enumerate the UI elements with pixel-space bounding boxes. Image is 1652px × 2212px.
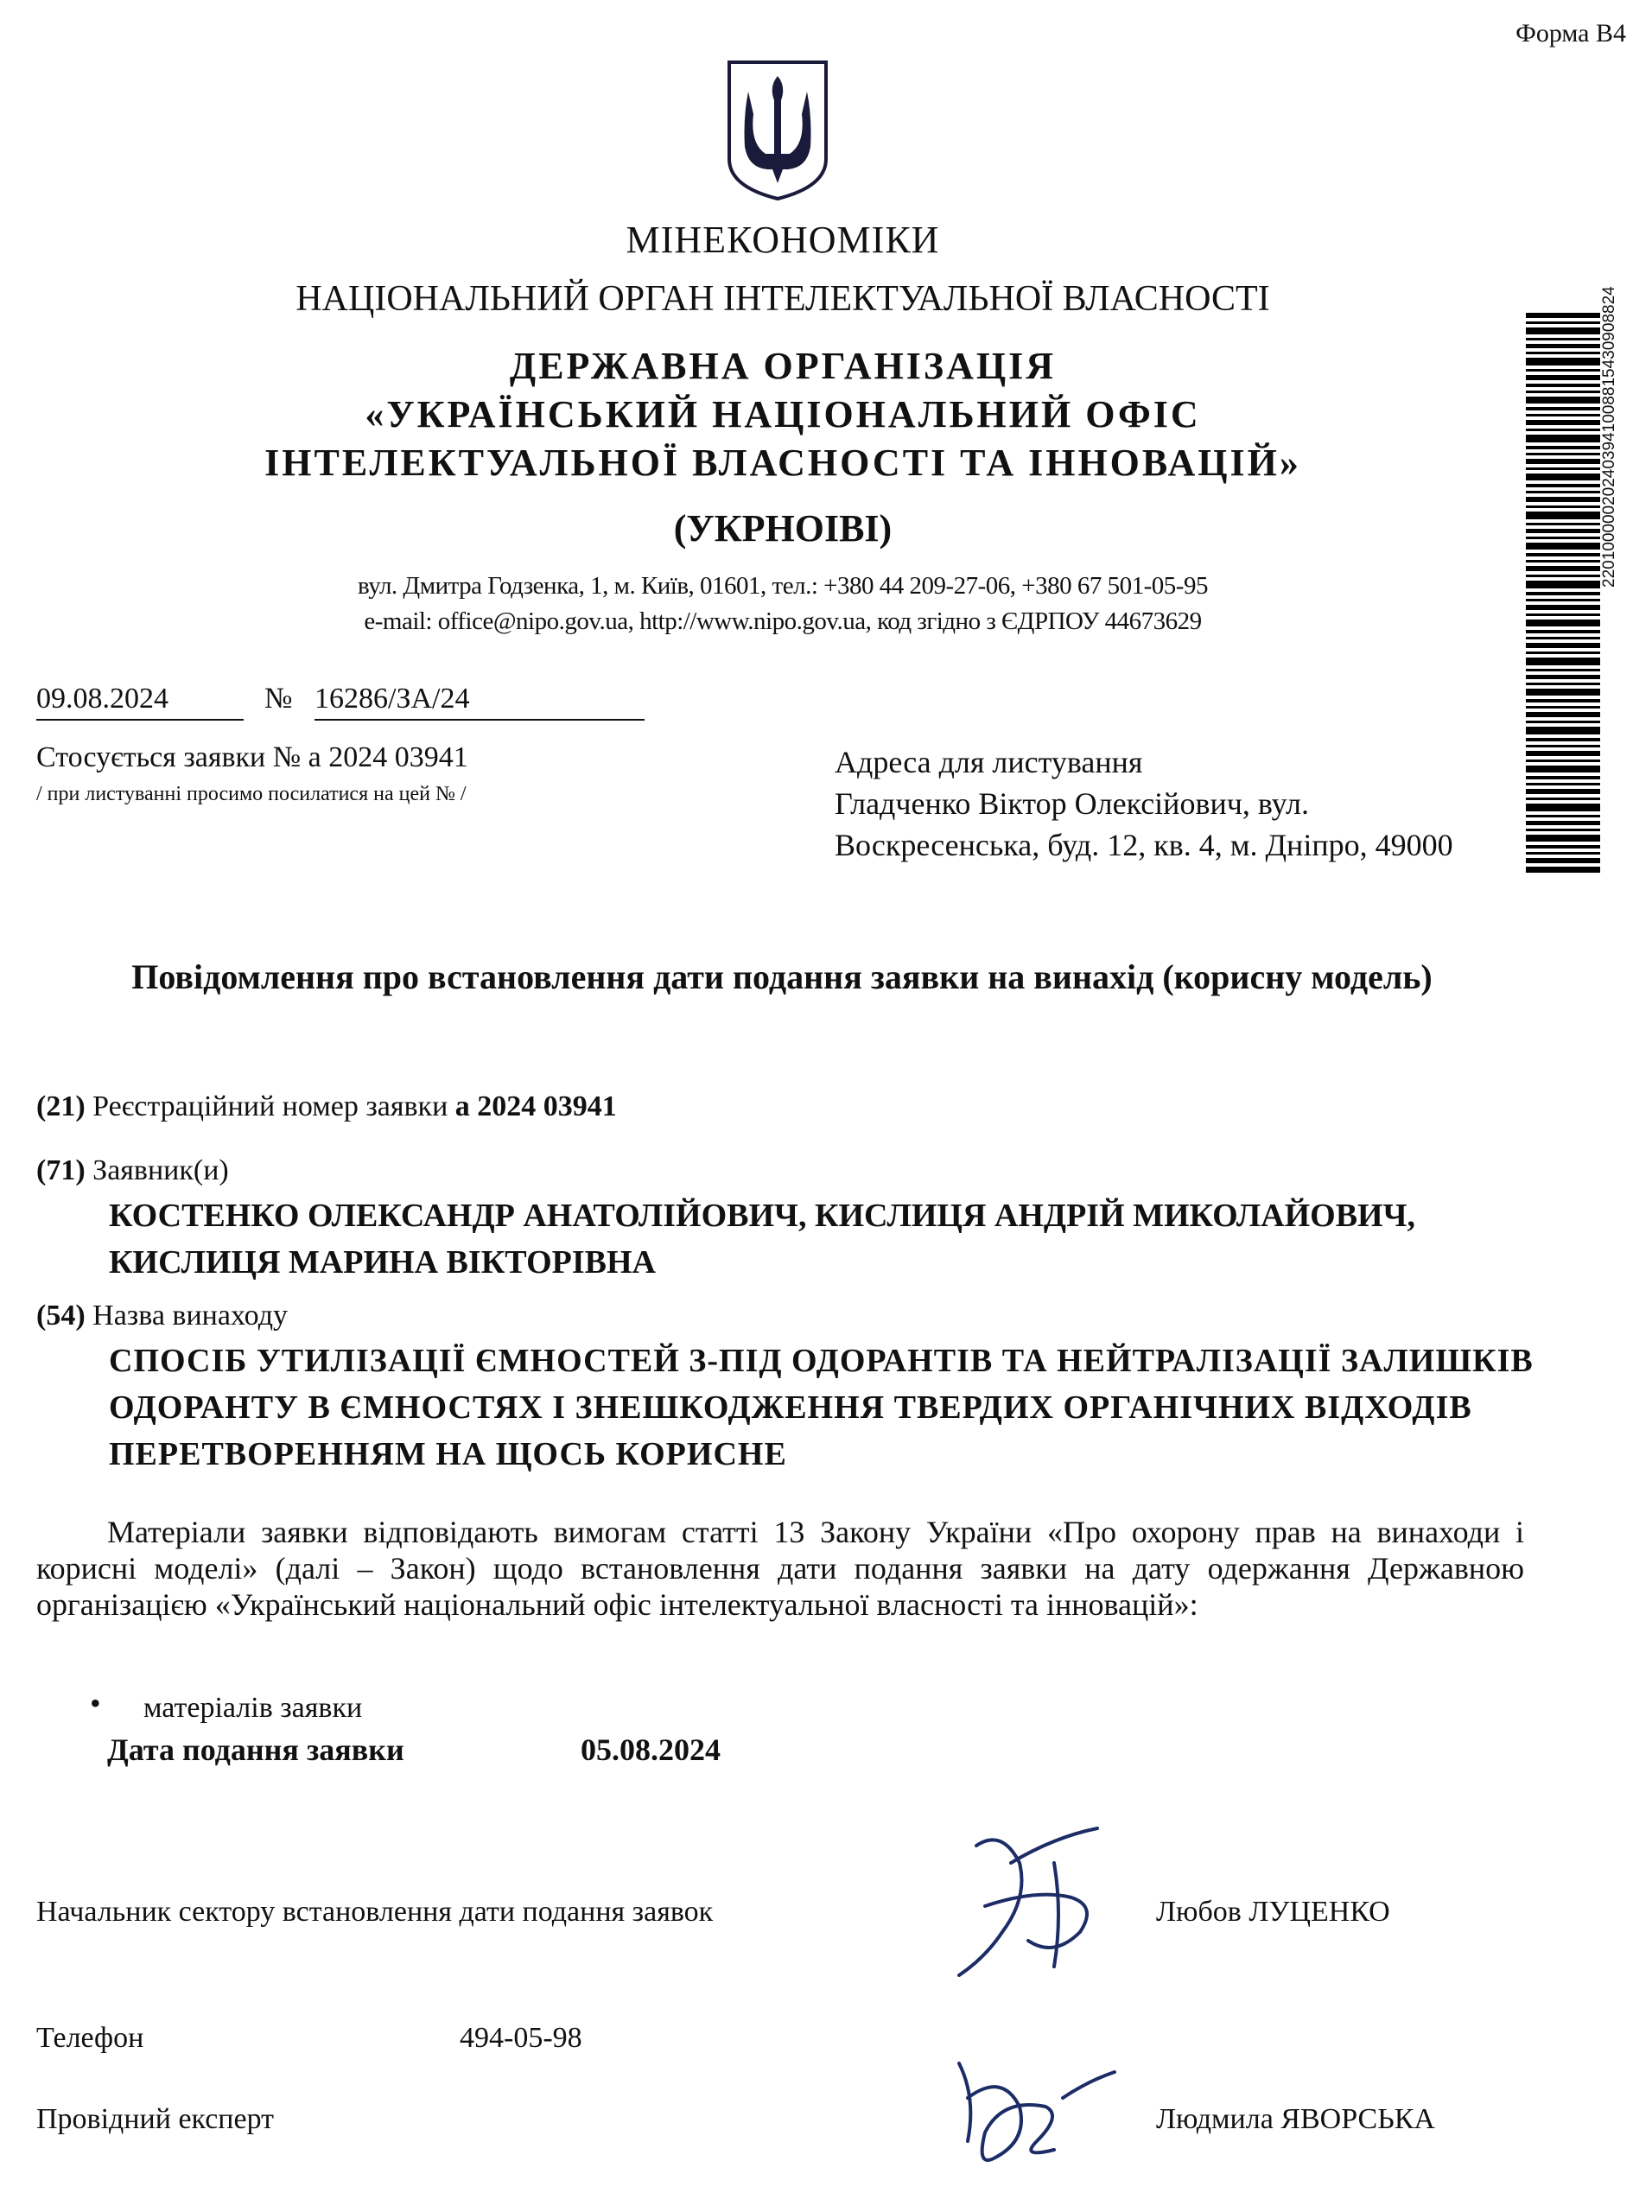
- filing-date-label: Дата подання заявки: [107, 1732, 404, 1767]
- field-71: [36, 1154, 229, 1187]
- bullet-item: матеріалів заявки: [143, 1692, 363, 1724]
- signer-position-2: Провідний експерт: [36, 2103, 274, 2135]
- org-line-3: ІНТЕЛЕКТУАЛЬНОЇ ВЛАСНОСТІ ТА ІННОВАЦІЙ»: [264, 442, 1301, 484]
- body-paragraph: Матеріали заявки відповідають вимогам статті 13 Закону України «Про охорону прав на винаходи і корисні моделі» (далі – Закон) щодо встановлення дати подання заявки на дату одержання Державною організацією «Український національний офіс інтелектуальної власності та інновацій»:: [36, 1515, 1524, 1622]
- field-54: [36, 1300, 288, 1332]
- applicants-list: КОСТЕНКО ОЛЕКСАНДР АНАТОЛІЙОВИЧ, КИСЛИЦЯ АНДРІЙ МИКОЛАЙОВИЧ, КИСЛИЦЯ МАРИНА ВІКТОРІВНА: [109, 1198, 1415, 1281]
- signer-name-2: Людмила ЯВОРСЬКА: [1156, 2103, 1435, 2135]
- signer-position-1: Начальник сектору встановлення дати подання заявок: [36, 1896, 714, 1928]
- ministry-name: МІНЕКОНОМІКИ: [626, 219, 940, 261]
- form-code: Форма В4: [1515, 19, 1626, 48]
- handwritten-signature-1: [924, 1811, 1132, 1984]
- contacts-line: e-mail: office@nipo.gov.ua, http://www.nipo.gov.ua, код згідно з ЄДРПОУ 44673629: [364, 607, 1202, 635]
- field-71-code: (71): [36, 1154, 86, 1186]
- correspondence-label: Адреса для листування: [835, 745, 1143, 779]
- bullet-marker: •: [90, 1686, 101, 1720]
- field-21: [36, 1090, 617, 1123]
- handwritten-signature-2: [924, 2046, 1132, 2176]
- field-71-label: Заявник(и): [92, 1154, 229, 1186]
- field-54-code: (54): [36, 1300, 86, 1332]
- application-number: а 2024 03941: [454, 1090, 617, 1122]
- correspondence-address: Гладченко Віктор Олексійович, вул. Воскресенська, буд. 12, кв. 4, м. Дніпро, 49000: [835, 786, 1453, 862]
- organization-name: [0, 342, 1566, 487]
- filing-date-value: 05.08.2024: [581, 1732, 721, 1767]
- org-line-2: «УКРАЇНСЬКИЙ НАЦІОНАЛЬНИЙ ОФІС: [365, 393, 1201, 435]
- organization-short-name: (УКРНОІВІ): [673, 507, 893, 550]
- letter-date: 09.08.2024: [36, 683, 244, 721]
- barcode-number: 220100000202403941008815430908824: [1600, 286, 1618, 588]
- invention-title: СПОСІБ УТИЛІЗАЦІЇ ЄМНОСТЕЙ З-ПІД ОДОРАНТІВ ТА НЕЙТРАЛІЗАЦІЇ ЗАЛИШКІВ ОДОРАНТУ В ЄМНОСТЯХ І ЗНЕШКОДЖЕННЯ ТВЕРДИХ ОРГАНІЧНИХ ВІДХОДІВ ПЕРЕТВОРЕННЯМ НА ЩОСЬ КОРИСНЕ: [109, 1343, 1534, 1472]
- org-line-1: ДЕРЖАВНА ОРГАНІЗАЦІЯ: [509, 345, 1057, 387]
- field-21-label: Реєстраційний номер заявки: [92, 1090, 448, 1122]
- application-reference: Стосується заявки № а 2024 03941: [36, 741, 468, 773]
- letter-number: 16286/ЗА/24: [315, 683, 645, 721]
- field-54-label: Назва винаходу: [92, 1300, 288, 1332]
- address-line: вул. Дмитра Годзенка, 1, м. Київ, 01601, тел.: +380 44 209-27-06, +380 67 501-05-95: [358, 572, 1208, 600]
- phone-value: 494-05-98: [460, 2022, 582, 2054]
- signer-name-1: Любов ЛУЦЕНКО: [1156, 1896, 1390, 1928]
- authority-name: НАЦІОНАЛЬНИЙ ОРГАН ІНТЕЛЕКТУАЛЬНОЇ ВЛАСНОСТІ: [295, 279, 1270, 319]
- letter-number-sign: №: [264, 683, 293, 715]
- reference-note: / при листуванні просимо посилатися на цей № /: [36, 783, 467, 805]
- organization-contacts: [0, 569, 1566, 639]
- document-title: Повідомлення про встановлення дати подання заявки на винахід (корисну модель): [131, 957, 1433, 996]
- correspondence-block: [835, 741, 1491, 866]
- ukraine-coat-of-arms-icon: [724, 57, 831, 204]
- phone-label: Телефон: [36, 2022, 144, 2054]
- field-21-code: (21): [36, 1090, 86, 1122]
